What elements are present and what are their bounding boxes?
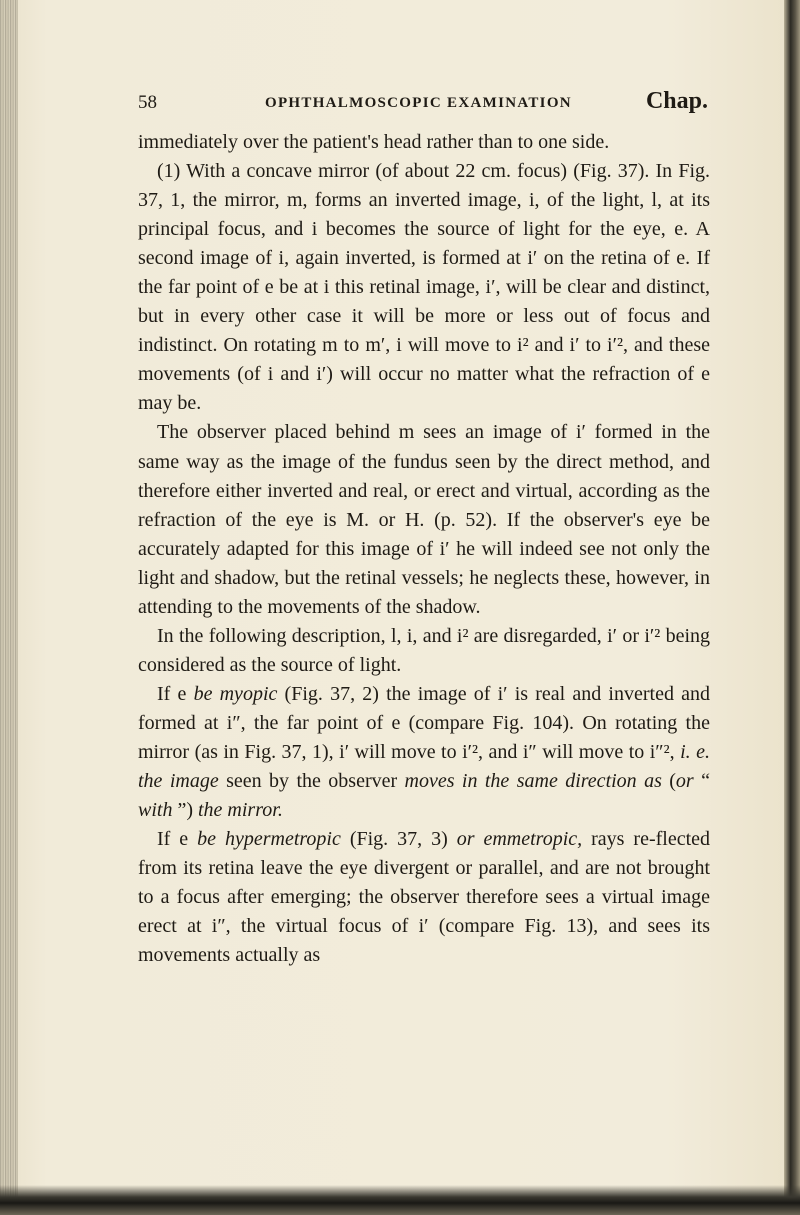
paragraph-4: In the following description, l, i, and i² are disregarded, i′ or i′² being considered as the source of light. bbox=[138, 624, 710, 676]
p6-text-e: rays re-flected from its retina leave the eye divergent or parallel, and are not brought to a focus after emerging; the observer therefore sees a virtual image erect at i″, the virtual focus of i′ (compare Fig. 13), and sees its movements actually as bbox=[138, 828, 711, 967]
paragraph-5 bbox=[138, 680, 710, 825]
p5-italic-b: be myopic bbox=[193, 682, 278, 705]
p5-text-c: (Fig. 37, 2) the image of i′ is real and inverted and formed at i″, the far point of e (compare Fig. 104). On rotating the mirror (as in Fig. 37, 1), i′ will move to i′², and i″ will move to i″², bbox=[138, 682, 710, 763]
page-right-edge bbox=[784, 0, 800, 1215]
p6-italic-b: be hypermetropic bbox=[197, 828, 341, 851]
p5-italic-h: or bbox=[675, 770, 694, 793]
chapter-label: Chap. bbox=[645, 88, 708, 114]
p6-text-a: If e bbox=[157, 828, 198, 851]
paragraph-1: immediately over the patient's head rather than to one side. bbox=[138, 131, 610, 153]
paragraph-6 bbox=[138, 825, 710, 970]
page-bottom-edge bbox=[0, 1185, 800, 1215]
p5-italic-d: i. e. the image bbox=[138, 740, 711, 793]
paragraph-2: (1) With a concave mirror (of about 22 cm. focus) (Fig. 37). In Fig. 37, 1, the mirror, m, forms an inverted image, i, of the light, l, at its principal focus, and i becomes the source of light for the eye, e. A second image of i, again inverted, is formed at i′ on the retina of e. If the far point of e be at i this retinal image, i′, will be clear and distinct, but in every other case it will be more or less out of focus and indistinct. On rotating m to m′, i will move to i² and i′ to i′², and these movements (of i and i′) will occur no matter what the refraction of e may be. bbox=[138, 160, 710, 415]
p5-italic-j: with bbox=[138, 799, 173, 822]
paragraph-3: The observer placed behind m sees an image of i′ formed in the same way as the image of the fundus seen by the direct method, and therefore either inverted and real, or erect and virtual, according as the refraction of the eye is M. or H. (p. 52). If the observer's eye be accurately adapted for this image of i′ he will indeed see not only the light and shadow, but the retinal vessels; he neglects these, however, in attending to the movements of the shadow. bbox=[138, 421, 710, 618]
p5-italic-l: the mirror. bbox=[198, 799, 283, 822]
p5-italic-f: moves in the same direction as bbox=[404, 770, 662, 793]
page-left-edge bbox=[0, 0, 18, 1215]
body-text bbox=[138, 128, 710, 970]
p5-text-g: ( bbox=[661, 770, 676, 793]
p5-text-a: If e bbox=[157, 682, 194, 705]
p5-text-i: “ bbox=[693, 770, 710, 793]
p6-italic-d: or emmetropic, bbox=[456, 828, 583, 851]
page-number: 58 bbox=[138, 92, 157, 113]
p5-text-k: ”) bbox=[172, 799, 198, 822]
p6-text-c: (Fig. 37, 3) bbox=[340, 828, 457, 851]
page-header bbox=[138, 88, 708, 118]
p5-text-e: seen by the observer bbox=[218, 770, 405, 793]
running-title: OPHTHALMOSCOPIC EXAMINATION bbox=[265, 95, 572, 111]
